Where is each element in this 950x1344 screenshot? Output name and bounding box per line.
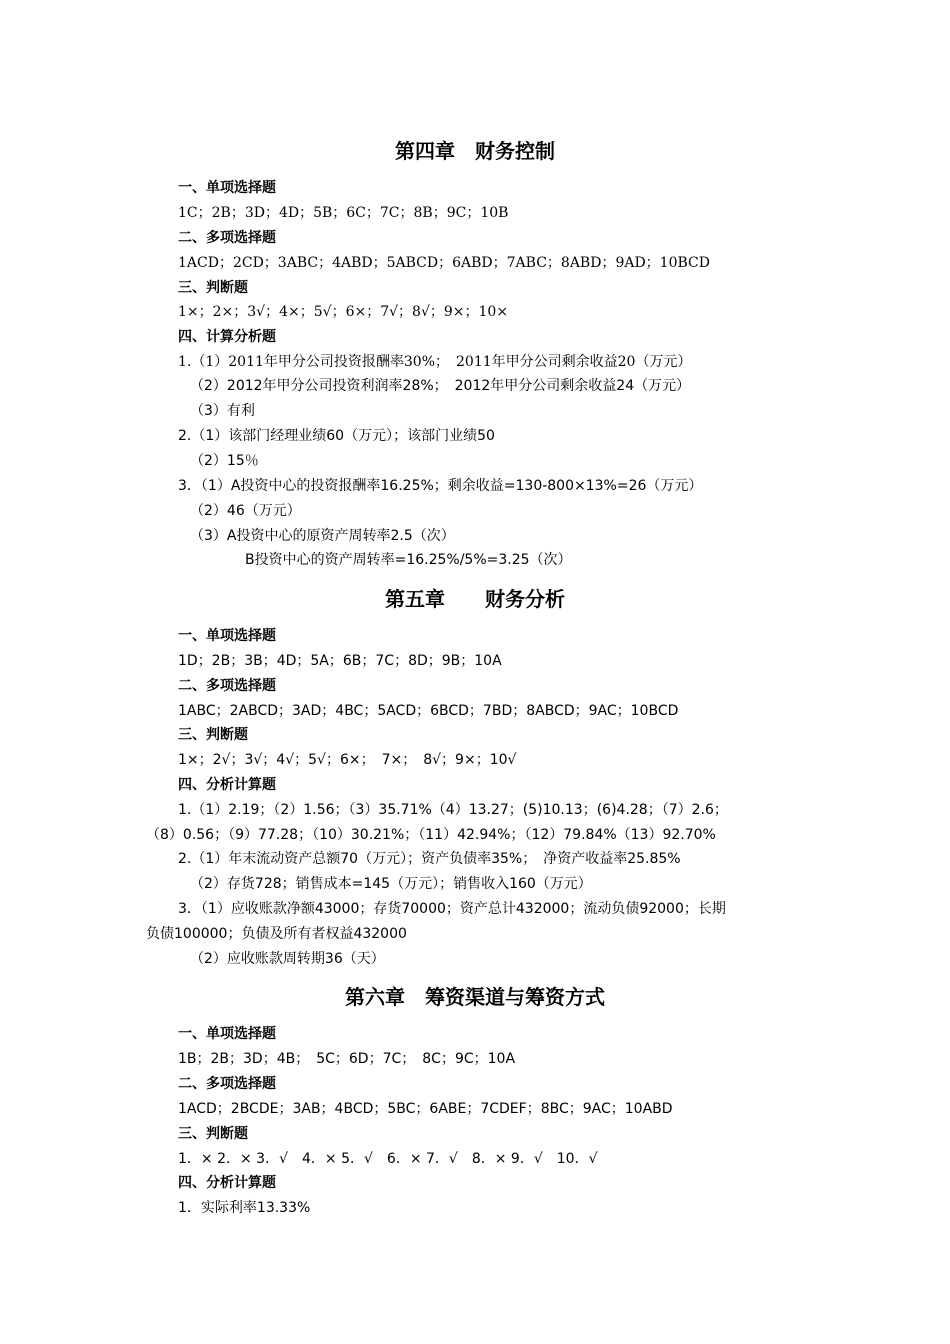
ch4-multi-choice-heading: 二、多项选择题 [178, 230, 276, 246]
ch4-multi-choice-answers: 1ACD；2CD；3ABC；4ABD；5ABCD；6ABD；7ABC；8ABD；9AD；10BCD [178, 255, 710, 271]
ch6-single-choice-heading: 一、单项选择题 [178, 1026, 276, 1042]
ch5-single-choice-heading: 一、单项选择题 [178, 628, 276, 644]
chapter-4-title: 第四章 财务控制 [395, 139, 555, 163]
ch4-true-false-heading: 三、判断题 [178, 280, 248, 296]
ch5-q3-line3: （2）应收账款周转期36（天） [190, 951, 385, 967]
ch6-true-false-heading: 三、判断题 [178, 1126, 248, 1142]
ch5-q3-line2: 负债100000；负债及所有者权益432000 [146, 926, 407, 942]
chapter-6-title: 第六章 筹资渠道与筹资方式 [345, 985, 605, 1009]
ch4-q3-line4: B投资中心的资产周转率=16.25%/5%=3.25（次） [245, 552, 572, 568]
ch5-true-false-answers: 1×；2√；3√；4√；5√；6×； 7×； 8√；9×；10√ [178, 752, 517, 768]
ch4-single-choice-answers: 1C；2B；3D；4D；5B；6C；7C；8B；9C；10B [178, 205, 509, 221]
ch6-q1-line1: 1．实际利率13.33% [178, 1200, 311, 1216]
ch4-q3-line3: （3）A投资中心的原资产周转率2.5（次） [190, 528, 455, 544]
ch6-true-false-answers: 1．× 2．× 3．√ 4．× 5．√ 6．× 7．√ 8．× 9．√ 10．√ [178, 1151, 598, 1167]
ch5-q1-line2: （8）0.56；（9）77.28；（10）30.21%；（11）42.94%；（12）79.84%（13）92.70% [146, 827, 716, 843]
ch4-q3-line1: 3．（1）A投资中心的投资报酬率16.25%；剩余收益=130-800×13%=26（万元） [178, 478, 703, 494]
ch6-single-choice-answers: 1B；2B；3D；4B； 5C；6D；7C； 8C；9C；10A [178, 1051, 516, 1067]
chapter-5-title: 第五章 财务分析 [385, 587, 565, 611]
ch4-single-choice-heading: 一、单项选择题 [178, 180, 276, 196]
ch5-single-choice-answers: 1D；2B；3B；4D；5A；6B；7C；8D；9B；10A [178, 653, 502, 669]
ch6-multi-choice-answers: 1ACD；2BCDE；3AB；4BCD；5BC；6ABE；7CDEF；8BC；9AC；10ABD [178, 1101, 673, 1117]
ch5-calculation-heading: 四、分析计算题 [178, 777, 276, 793]
ch4-q1-line2: （2）2012年甲分公司投资利润率28%； 2012年甲分公司剩余收益24（万元） [190, 378, 691, 394]
ch5-q2-line1: 2.（1）年末流动资产总额70（万元）；资产负债率35%； 净资产收益率25.85% [178, 851, 681, 867]
ch6-multi-choice-heading: 二、多项选择题 [178, 1076, 276, 1092]
ch5-true-false-heading: 三、判断题 [178, 727, 248, 743]
ch5-q3-line1: 3．（1）应收账款净额43000；存货70000；资产总计432000；流动负债92000；长期 [178, 901, 726, 917]
ch4-q2-line2: （2）15％ [190, 453, 259, 469]
ch5-q1-line1: 1.（1）2.19；（2）1.56；（3）35.71%（4）13.27；(5)10.13；(6)4.28；（7）2.6； [178, 802, 728, 818]
ch6-calculation-heading: 四、分析计算题 [178, 1175, 276, 1191]
ch4-q1-line3: （3）有利 [190, 403, 255, 419]
ch4-q2-line1: 2.（1）该部门经理业绩60（万元）；该部门业绩50 [178, 428, 495, 444]
ch5-multi-choice-heading: 二、多项选择题 [178, 678, 276, 694]
ch4-q3-line2: （2）46（万元） [190, 503, 301, 519]
ch5-q2-line2: （2）存货728；销售成本=145（万元）；销售收入160（万元） [190, 876, 592, 892]
ch5-multi-choice-answers: 1ABC；2ABCD；3AD；4BC；5ACD；6BCD；7BD；8ABCD；9AC；10BCD [178, 703, 679, 719]
ch4-q1-line1: 1.（1）2011年甲分公司投资报酬率30%； 2011年甲分公司剩余收益20（万元） [178, 354, 692, 370]
ch4-true-false-answers: 1×；2×；3√；4×；5√；6×；7√；8√；9×；10× [178, 304, 509, 320]
ch4-calculation-heading: 四、计算分析题 [178, 329, 276, 345]
